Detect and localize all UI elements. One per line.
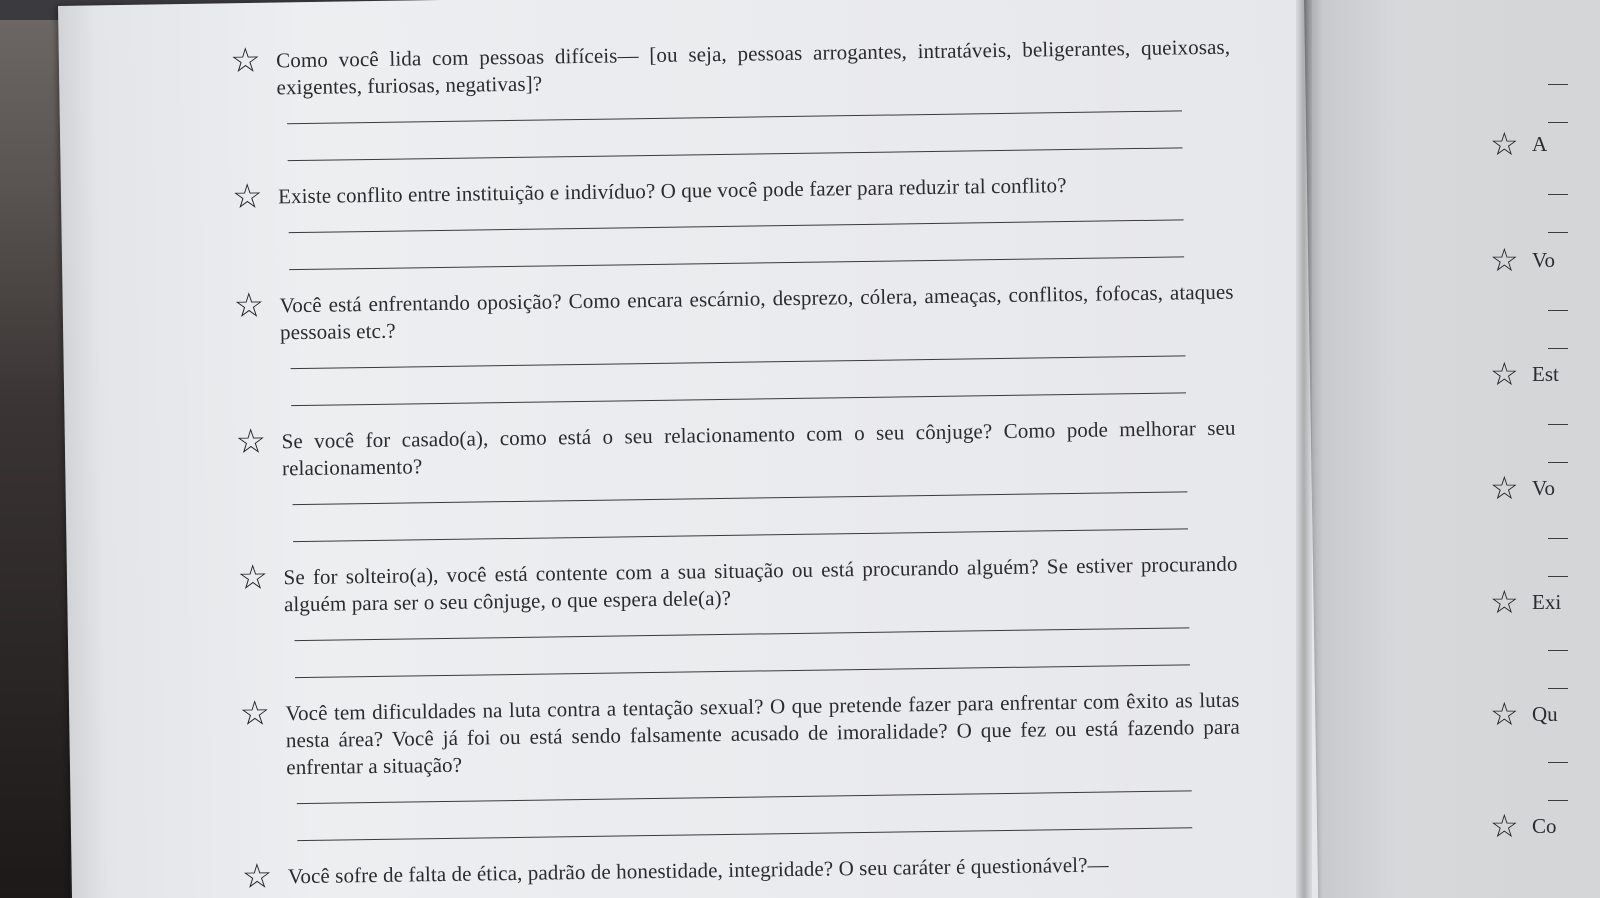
answer-line [295, 664, 1190, 678]
answer-line [1548, 688, 1568, 689]
question-text: Você sofre de falta de ética, padrão de honestidade, integridade? O seu caráter é questionável?— [287, 852, 1109, 889]
question-7 [241, 850, 1242, 897]
star-icon: ☆ [1490, 241, 1519, 279]
right-item-7 [1490, 806, 1557, 846]
right-item-3 [1490, 354, 1559, 394]
question-3 [234, 279, 1236, 407]
star-icon: ☆ [235, 421, 267, 462]
answer-line [293, 528, 1188, 542]
star-icon: ☆ [1490, 583, 1519, 621]
answer-line [1548, 122, 1568, 123]
answer-line [288, 147, 1183, 161]
star-icon: ☆ [1490, 807, 1519, 845]
answer-line [1548, 84, 1568, 85]
right-item-6 [1490, 694, 1558, 734]
star-icon: ☆ [233, 285, 265, 326]
question-6 [239, 687, 1241, 842]
answer-line [1548, 650, 1568, 651]
star-icon: ☆ [239, 693, 271, 734]
answer-line [297, 790, 1192, 804]
star-icon: ☆ [237, 557, 269, 598]
right-item-text: Exi [1532, 589, 1562, 614]
answer-line [1548, 538, 1568, 539]
right-item-text: Est [1532, 361, 1559, 386]
answer-line [1548, 310, 1568, 311]
answer-line [289, 219, 1184, 233]
right-item-text: Vo [1532, 247, 1555, 272]
question-4 [235, 415, 1237, 543]
star-icon: ☆ [231, 176, 263, 217]
star-icon: ☆ [241, 856, 273, 897]
star-icon: ☆ [1490, 125, 1519, 163]
right-item-text: Qu [1532, 701, 1558, 726]
answer-line [291, 392, 1186, 406]
question-2 [232, 170, 1233, 271]
answer-line [289, 256, 1184, 270]
answer-line [1548, 800, 1568, 801]
question-text: Você está enfrentando oposição? Como encara escárnio, desprezo, cólera, ameaças, conflitos, fofocas, ataques pessoais etc.? [279, 279, 1234, 345]
star-icon: ☆ [1490, 695, 1519, 733]
right-item-5 [1490, 582, 1561, 622]
star-icon: ☆ [229, 40, 261, 81]
star-icon: ☆ [1490, 355, 1519, 393]
question-text: Como você lida com pessoas difíceis— [ou seja, pessoas arrogantes, intratáveis, beligerantes, queixosas, exigentes, furiosas, negativas]? [276, 34, 1231, 100]
star-icon: ☆ [1490, 469, 1519, 507]
right-item-text: A [1532, 131, 1548, 156]
right-item-1 [1490, 124, 1547, 164]
answer-line [1548, 462, 1568, 463]
right-item-text: Co [1532, 813, 1557, 838]
book-gutter [1296, 0, 1312, 898]
question-1 [230, 34, 1232, 162]
question-text: Se for solteiro(a), você está contente com a sua situação ou está procurando alguém? Se estiver procurando alguém para ser o seu cônjuge, o que espera dele(a)? [283, 551, 1238, 617]
answer-line [1548, 348, 1568, 349]
answer-line [1548, 194, 1568, 195]
answer-line [297, 827, 1192, 841]
right-item-2 [1490, 240, 1555, 280]
question-text: Existe conflito entre instituição e indivíduo? O que você pode fazer para reduzir tal conflito? [277, 173, 1067, 209]
question-text: Você tem dificuldades na luta contra a tentação sexual? O que pretende fazer para enfrentar com êxito as lutas nesta área? Você já foi ou está sendo falsamente acusado de imoralidade? O que fez ou está fazendo para enfrentar a situação? [285, 687, 1240, 780]
question-5 [237, 551, 1239, 679]
answer-line [291, 355, 1186, 369]
right-item-4 [1490, 468, 1555, 508]
question-text: Se você for casado(a), como está o seu relacionamento com o seu cônjuge? Como pode melhorar seu relacionamento? [281, 415, 1236, 481]
answer-line [293, 491, 1188, 505]
answer-line [1548, 424, 1568, 425]
answer-line [1548, 576, 1568, 577]
answer-line [1548, 232, 1568, 233]
questionnaire [230, 34, 1242, 898]
answer-line [294, 627, 1189, 641]
answer-line [287, 110, 1182, 124]
right-item-text: Vo [1532, 475, 1555, 500]
answer-line [1548, 762, 1568, 763]
right-page-items [1490, 0, 1600, 898]
